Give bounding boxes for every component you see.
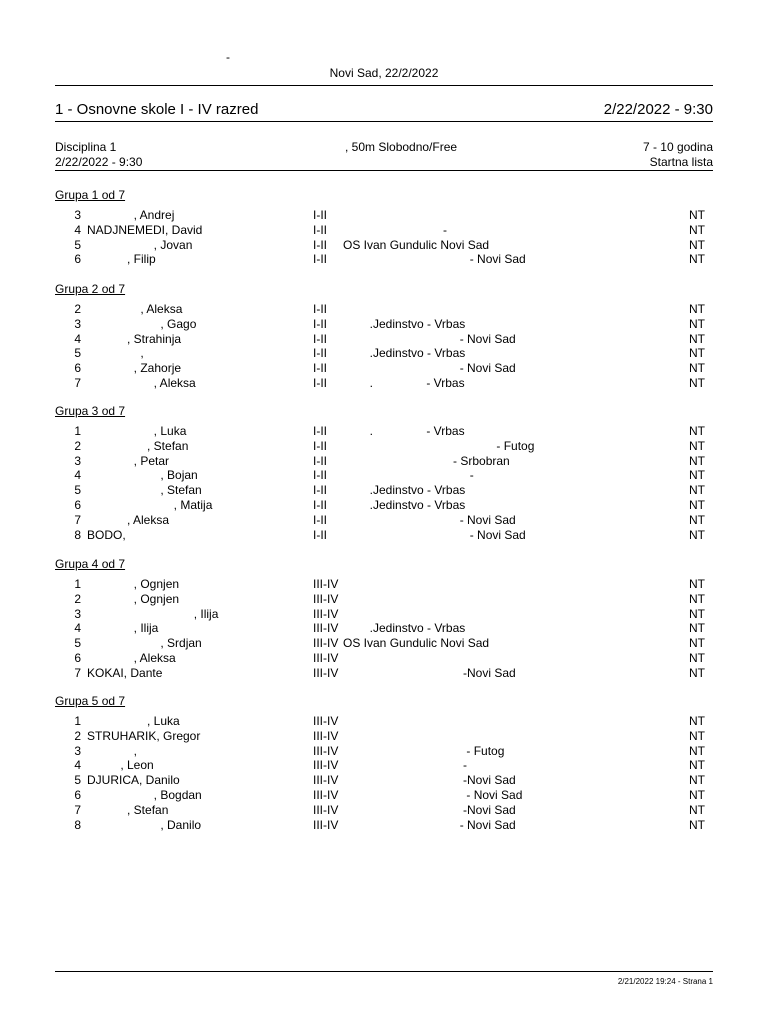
- table-row: [55, 758, 713, 773]
- swimmer-name: BODO,: [87, 527, 126, 542]
- entry-time: NT: [689, 743, 705, 758]
- lane-number: 4: [74, 331, 81, 346]
- entry-time: NT: [689, 577, 705, 591]
- table-row: [55, 468, 713, 483]
- class-level: III-IV: [313, 773, 339, 788]
- entry-time: NT: [689, 252, 705, 267]
- club-name: . - Vrbas: [343, 424, 465, 438]
- class-level: III-IV: [313, 665, 339, 680]
- swimmer-name: , Luka: [87, 714, 180, 728]
- class-level: I-II: [313, 222, 327, 237]
- club-name: - Novi Sad: [343, 331, 516, 346]
- table-row: [55, 439, 713, 454]
- table-row: [55, 818, 713, 833]
- club-name: - Futog: [343, 438, 535, 453]
- entry-time: NT: [689, 621, 705, 636]
- table-row: [55, 803, 713, 818]
- swimmer-name: , Ognjen: [87, 591, 180, 606]
- event-rule: [55, 121, 713, 122]
- entry-time: NT: [689, 237, 705, 252]
- entry-time: NT: [689, 498, 705, 512]
- club-name: - Novi Sad: [343, 788, 523, 802]
- class-level: I-II: [313, 527, 327, 542]
- class-level: III-IV: [313, 817, 339, 832]
- entry-time: NT: [689, 817, 705, 832]
- club-name: - Novi Sad: [343, 817, 516, 832]
- lane-number: 4: [74, 222, 81, 237]
- class-level: I-II: [313, 346, 327, 361]
- table-row: [55, 346, 713, 361]
- lane-number: 4: [74, 758, 81, 773]
- entry-time: NT: [689, 361, 705, 376]
- entry-time: NT: [689, 208, 705, 222]
- swimmer-name: , Ognjen: [87, 577, 180, 591]
- lane-number: 2: [74, 728, 81, 743]
- lane-number: 2: [74, 591, 81, 606]
- club-name: .Jedinstvo - Vrbas: [343, 498, 466, 512]
- class-level: III-IV: [313, 743, 339, 758]
- table-row: [55, 714, 713, 729]
- lane-number: 6: [74, 498, 81, 512]
- swimmer-name: , Luka: [87, 424, 187, 438]
- table-row: [55, 238, 713, 253]
- swimmer-name: , Stefan: [87, 483, 202, 498]
- table-row: [55, 636, 713, 651]
- entry-time: NT: [689, 651, 705, 665]
- table-row: [55, 208, 713, 223]
- class-level: I-II: [313, 498, 327, 512]
- club-name: - Novi Sad: [343, 361, 516, 376]
- class-level: III-IV: [313, 788, 339, 802]
- table-row: [55, 513, 713, 528]
- club-name: - Srbobran: [343, 453, 510, 468]
- club-name: . - Vrbas: [343, 376, 465, 390]
- entry-time: NT: [689, 527, 705, 542]
- entry-time: NT: [689, 424, 705, 438]
- class-level: I-II: [313, 453, 327, 468]
- swimmer-name: , Leon: [87, 758, 154, 773]
- table-row: [55, 651, 713, 666]
- lane-number: 4: [74, 621, 81, 636]
- club-name: .Jedinstvo - Vrbas: [343, 346, 466, 361]
- class-level: III-IV: [313, 621, 339, 636]
- start-datetime: 2/22/2022 - 9:30: [55, 155, 143, 169]
- club-name: - Novi Sad: [343, 512, 516, 527]
- swimmer-name: , Filip: [87, 252, 156, 267]
- lane-number: 5: [74, 773, 81, 788]
- class-level: I-II: [313, 361, 327, 376]
- lane-number: 6: [74, 361, 81, 376]
- group-title: Grupa 3 od 7: [55, 404, 126, 418]
- footer-rule: [55, 971, 713, 972]
- table-row: [55, 773, 713, 788]
- swimmer-name: , Bojan: [87, 468, 198, 483]
- group-title: Grupa 2 od 7: [55, 282, 126, 296]
- swimmer-name: , Aleksa: [87, 651, 176, 665]
- club-name: -Novi Sad: [343, 802, 516, 817]
- swimmer-name: ,: [87, 346, 144, 361]
- table-row: [55, 332, 713, 347]
- swimmer-name: , Aleksa: [87, 302, 183, 316]
- swimmer-name: , Stefan: [87, 802, 169, 817]
- lane-number: 5: [74, 237, 81, 252]
- table-row: [55, 788, 713, 803]
- swimmer-name: , Aleksa: [87, 376, 196, 390]
- club-name: -: [343, 758, 468, 773]
- club-name: - Novi Sad: [343, 252, 526, 267]
- group-title: Grupa 1 od 7: [55, 188, 126, 202]
- entry-time: NT: [689, 714, 705, 728]
- club-name: -Novi Sad: [343, 665, 516, 680]
- swimmer-name: , Srdjan: [87, 636, 202, 651]
- event-datetime: 2/22/2022 - 9:30: [603, 101, 713, 118]
- lane-number: 8: [74, 527, 81, 542]
- header-dash: -: [226, 50, 230, 64]
- group-title: Grupa 4 od 7: [55, 557, 126, 571]
- club-name: - Futog: [343, 743, 505, 758]
- location-date: Novi Sad, 22/2/2022: [329, 66, 439, 80]
- swimmer-name: , Andrej: [87, 208, 175, 222]
- lane-number: 1: [74, 424, 81, 438]
- entry-time: NT: [689, 758, 705, 773]
- table-row: [55, 252, 713, 267]
- event-title: 1 - Osnovne skole I - IV razred: [55, 101, 259, 118]
- swimmer-name: , Stefan: [87, 438, 189, 453]
- entry-time: NT: [689, 222, 705, 237]
- header-rule: [55, 85, 713, 86]
- lane-number: 5: [74, 636, 81, 651]
- entry-time: NT: [689, 331, 705, 346]
- club-name: OS Ivan Gundulic Novi Sad: [343, 636, 490, 651]
- swimmer-name: , Strahinja: [87, 331, 182, 346]
- swimmer-name: , Gago: [87, 316, 197, 331]
- table-row: [55, 607, 713, 622]
- class-level: I-II: [313, 237, 327, 252]
- group-title: Grupa 5 od 7: [55, 694, 126, 708]
- club-name: OS Ivan Gundulic Novi Sad: [343, 237, 490, 252]
- swimmer-name: , Ilija: [87, 606, 219, 621]
- entry-time: NT: [689, 468, 705, 483]
- class-level: I-II: [313, 252, 327, 267]
- entry-time: NT: [689, 453, 705, 468]
- swimmer-name: , Jovan: [87, 237, 193, 252]
- table-row: [55, 577, 713, 592]
- list-type: Startna lista: [649, 155, 713, 169]
- class-level: I-II: [313, 331, 327, 346]
- table-row: [55, 483, 713, 498]
- table-row: [55, 621, 713, 636]
- entry-time: NT: [689, 606, 705, 621]
- swimmer-name: , Matija: [87, 498, 213, 512]
- club-name: -Novi Sad: [343, 773, 516, 788]
- lane-number: 3: [74, 208, 81, 222]
- table-row: [55, 424, 713, 439]
- class-level: I-II: [313, 376, 327, 390]
- lane-number: 7: [74, 665, 81, 680]
- entry-time: NT: [689, 636, 705, 651]
- class-level: I-II: [313, 483, 327, 498]
- table-row: [55, 223, 713, 238]
- swimmer-name: ,: [87, 743, 138, 758]
- class-level: I-II: [313, 302, 327, 316]
- lane-number: 7: [74, 376, 81, 390]
- lane-number: 7: [74, 512, 81, 527]
- club-name: -: [343, 468, 474, 483]
- entry-time: NT: [689, 376, 705, 390]
- lane-number: 3: [74, 316, 81, 331]
- table-row: [55, 498, 713, 513]
- table-row: [55, 729, 713, 744]
- table-row: [55, 454, 713, 469]
- class-level: III-IV: [313, 636, 339, 651]
- class-level: I-II: [313, 316, 327, 331]
- club-name: - Novi Sad: [343, 527, 526, 542]
- class-level: I-II: [313, 208, 327, 222]
- swimmer-name: , Danilo: [87, 817, 202, 832]
- info-rule: [55, 170, 713, 171]
- entry-time: NT: [689, 346, 705, 361]
- entry-time: NT: [689, 802, 705, 817]
- class-level: I-II: [313, 468, 327, 483]
- lane-number: 2: [74, 302, 81, 316]
- swimmer-name: DJURICA, Danilo: [87, 773, 180, 788]
- lane-number: 5: [74, 346, 81, 361]
- entry-time: NT: [689, 316, 705, 331]
- lane-number: 3: [74, 606, 81, 621]
- lane-number: 7: [74, 802, 81, 817]
- lane-number: 6: [74, 788, 81, 802]
- swimmer-name: NADJNEMEDI, David: [87, 222, 203, 237]
- entry-time: NT: [689, 591, 705, 606]
- class-level: III-IV: [313, 758, 339, 773]
- class-level: III-IV: [313, 577, 339, 591]
- swimmer-name: , Bogdan: [87, 788, 202, 802]
- swimmer-name: , Ilija: [87, 621, 159, 636]
- lane-number: 5: [74, 483, 81, 498]
- club-name: -: [343, 222, 448, 237]
- entry-time: NT: [689, 438, 705, 453]
- club-name: .Jedinstvo - Vrbas: [343, 316, 466, 331]
- lane-number: 1: [74, 714, 81, 728]
- table-row: [55, 361, 713, 376]
- entry-time: NT: [689, 483, 705, 498]
- entry-time: NT: [689, 665, 705, 680]
- entry-time: NT: [689, 728, 705, 743]
- lane-number: 6: [74, 252, 81, 267]
- entry-time: NT: [689, 773, 705, 788]
- entry-time: NT: [689, 512, 705, 527]
- class-level: I-II: [313, 512, 327, 527]
- table-row: [55, 666, 713, 681]
- class-level: III-IV: [313, 728, 339, 743]
- table-row: [55, 592, 713, 607]
- footer-printed: 2/21/2022 19:24 - Strana 1: [617, 977, 713, 986]
- swimmer-name: KOKAI, Dante: [87, 665, 163, 680]
- class-level: III-IV: [313, 802, 339, 817]
- entry-time: NT: [689, 788, 705, 802]
- class-level: I-II: [313, 438, 327, 453]
- class-level: III-IV: [313, 606, 339, 621]
- age-group: 7 - 10 godina: [642, 140, 713, 154]
- club-name: .Jedinstvo - Vrbas: [343, 483, 466, 498]
- lane-number: 3: [74, 743, 81, 758]
- table-row: [55, 302, 713, 317]
- lane-number: 3: [74, 453, 81, 468]
- discipline-name: , 50m Slobodno/Free: [345, 140, 458, 154]
- table-row: [55, 744, 713, 759]
- swimmer-name: , Petar: [87, 453, 170, 468]
- table-row: [55, 317, 713, 332]
- table-row: [55, 528, 713, 543]
- entry-time: NT: [689, 302, 705, 316]
- swimmer-name: , Zahorje: [87, 361, 182, 376]
- swimmer-name: , Aleksa: [87, 512, 170, 527]
- club-name: .Jedinstvo - Vrbas: [343, 621, 466, 636]
- lane-number: 4: [74, 468, 81, 483]
- class-level: III-IV: [313, 651, 339, 665]
- lane-number: 1: [74, 577, 81, 591]
- class-level: III-IV: [313, 714, 339, 728]
- swimmer-name: STRUHARIK, Gregor: [87, 728, 201, 743]
- class-level: I-II: [313, 424, 327, 438]
- lane-number: 8: [74, 817, 81, 832]
- lane-number: 2: [74, 438, 81, 453]
- table-row: [55, 376, 713, 391]
- class-level: III-IV: [313, 591, 339, 606]
- discipline-label: Disciplina 1: [55, 140, 117, 154]
- lane-number: 6: [74, 651, 81, 665]
